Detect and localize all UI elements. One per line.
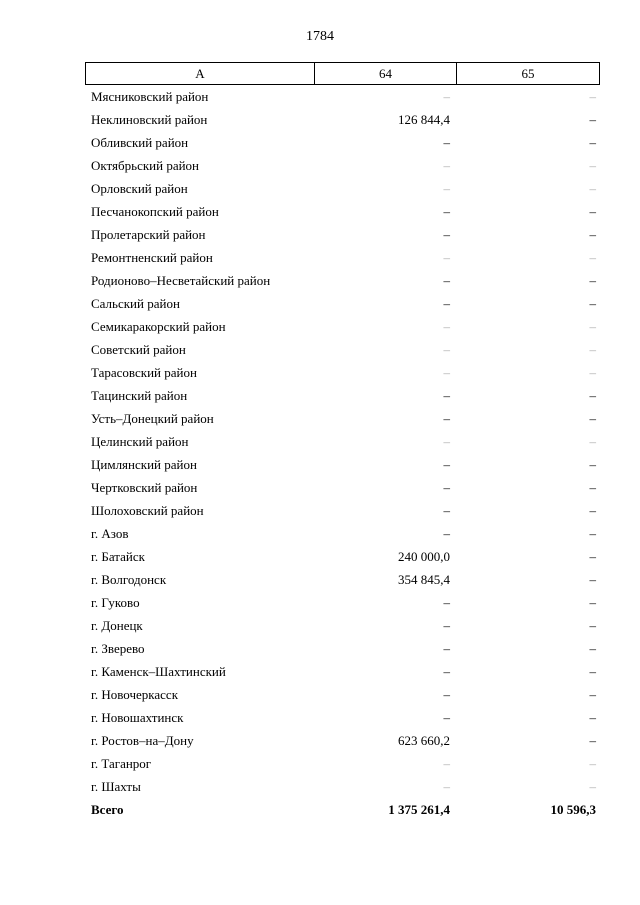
table-body [85, 85, 600, 798]
row-value-64: – [443, 272, 450, 288]
row-value-65: – [589, 571, 596, 587]
row-value-65: – [589, 272, 596, 288]
row-value-64: – [443, 594, 450, 610]
row-name: Семикаракорский район [91, 318, 226, 334]
table-row [85, 706, 600, 729]
row-name: Цимлянский район [91, 456, 197, 472]
row-name: г. Волгодонск [91, 571, 167, 587]
row-name: г. Зверево [91, 640, 145, 656]
row-value-64: – [443, 180, 450, 196]
row-name: Чертковский район [91, 479, 198, 495]
table-row [85, 430, 600, 453]
row-value-65: – [589, 594, 596, 610]
row-value-65: – [589, 249, 596, 265]
row-name: г. Гуково [91, 594, 140, 610]
table-row [85, 269, 600, 292]
header-col-65: 65 [521, 65, 535, 81]
table-row [85, 223, 600, 246]
table-row [85, 614, 600, 637]
row-name: г. Таганрог [91, 755, 152, 771]
row-value-65: – [589, 755, 596, 771]
row-value-65: – [589, 686, 596, 702]
table-row [85, 775, 600, 798]
row-name: Мясниковский район [91, 88, 209, 104]
table-row [85, 568, 600, 591]
row-value-65: – [589, 364, 596, 380]
table-row [85, 476, 600, 499]
table-row [85, 177, 600, 200]
table-row [85, 361, 600, 384]
table-total-row [85, 798, 600, 821]
row-name: г. Новошахтинск [91, 709, 184, 725]
table-row [85, 660, 600, 683]
table-row [85, 683, 600, 706]
row-value-64: – [443, 686, 450, 702]
row-value-65: – [589, 341, 596, 357]
row-name: Пролетарский район [91, 226, 206, 242]
row-value-64: 623 660,2 [398, 732, 450, 748]
row-value-65: – [589, 732, 596, 748]
row-value-64: – [443, 617, 450, 633]
row-value-64: – [443, 502, 450, 518]
table-row [85, 729, 600, 752]
row-value-64: – [443, 318, 450, 334]
row-name: г. Новочеркасск [91, 686, 179, 702]
data-table [85, 62, 600, 821]
row-value-64: – [443, 295, 450, 311]
table-header [85, 62, 600, 85]
row-value-64: – [443, 479, 450, 495]
row-value-64: – [443, 341, 450, 357]
row-value-65: – [589, 456, 596, 472]
row-name: г. Батайск [91, 548, 145, 564]
table-row [85, 108, 600, 131]
table-row [85, 407, 600, 430]
table-row [85, 292, 600, 315]
row-value-64: – [443, 456, 450, 472]
row-value-64: – [443, 364, 450, 380]
row-name: Песчанокопский район [91, 203, 219, 219]
row-value-65: – [589, 663, 596, 679]
row-value-65: – [589, 318, 596, 334]
row-value-65: – [589, 640, 596, 656]
row-value-64: – [443, 88, 450, 104]
header-col-a: А [86, 63, 315, 84]
row-value-64: 240 000,0 [398, 548, 450, 564]
row-value-65: – [589, 180, 596, 196]
row-name: Орловский район [91, 180, 188, 196]
row-name: Шолоховский район [91, 502, 204, 518]
table-row [85, 338, 600, 361]
row-value-64: 126 844,4 [398, 111, 450, 127]
row-value-64: – [443, 663, 450, 679]
total-label: Всего [91, 801, 124, 817]
row-name: Тацинский район [91, 387, 188, 403]
row-value-64: 354 845,4 [398, 571, 450, 587]
row-value-65: – [589, 157, 596, 173]
row-name: Советский район [91, 341, 186, 357]
table-row [85, 453, 600, 476]
row-value-64: – [443, 778, 450, 794]
row-name: Тарасовский район [91, 364, 197, 380]
row-value-64: – [443, 709, 450, 725]
row-value-65: – [589, 134, 596, 150]
row-name: г. Азов [91, 525, 129, 541]
row-value-65: – [589, 502, 596, 518]
table-row [85, 384, 600, 407]
row-name: Родионово–Несветайский район [91, 272, 271, 288]
row-value-64: – [443, 410, 450, 426]
row-name: г. Ростов–на–Дону [91, 732, 194, 748]
row-value-64: – [443, 157, 450, 173]
row-value-65: – [589, 88, 596, 104]
table-row [85, 499, 600, 522]
table-row [85, 154, 600, 177]
total-value-65: 10 596,3 [550, 801, 596, 817]
table-row [85, 246, 600, 269]
row-value-65: – [589, 203, 596, 219]
row-value-65: – [589, 709, 596, 725]
page-number: 1784 [306, 29, 334, 44]
row-value-64: – [443, 525, 450, 541]
table-row [85, 131, 600, 154]
row-name: г. Шахты [91, 778, 141, 794]
row-value-65: – [589, 548, 596, 564]
row-value-64: – [443, 226, 450, 242]
row-value-65: – [589, 479, 596, 495]
row-name: Неклиновский район [91, 111, 208, 127]
row-value-65: – [589, 433, 596, 449]
row-name: Обливский район [91, 134, 189, 150]
table-row [85, 200, 600, 223]
row-value-65: – [589, 111, 596, 127]
table-row [85, 591, 600, 614]
total-value-64: 1 375 261,4 [388, 801, 450, 817]
row-name: Сальский район [91, 295, 180, 311]
row-value-64: – [443, 640, 450, 656]
row-value-65: – [589, 617, 596, 633]
row-value-64: – [443, 755, 450, 771]
table-row [85, 637, 600, 660]
row-value-65: – [589, 525, 596, 541]
row-value-64: – [443, 433, 450, 449]
row-name: г. Донецк [91, 617, 143, 633]
table-row [85, 545, 600, 568]
row-name: Ремонтненский район [91, 249, 213, 265]
row-name: Усть–Донецкий район [91, 410, 214, 426]
row-value-64: – [443, 249, 450, 265]
header-col-64: 64 [315, 63, 457, 84]
row-value-65: – [589, 387, 596, 403]
row-value-65: – [589, 778, 596, 794]
row-value-64: – [443, 134, 450, 150]
row-value-64: – [443, 387, 450, 403]
table-row [85, 85, 600, 108]
table-row [85, 752, 600, 775]
table-row [85, 522, 600, 545]
row-name: Октябрьский район [91, 157, 199, 173]
row-value-64: – [443, 203, 450, 219]
table-row [85, 315, 600, 338]
row-name: Целинский район [91, 433, 189, 449]
row-value-65: – [589, 295, 596, 311]
row-value-65: – [589, 410, 596, 426]
row-name: г. Каменск–Шахтинский [91, 663, 226, 679]
row-value-65: – [589, 226, 596, 242]
